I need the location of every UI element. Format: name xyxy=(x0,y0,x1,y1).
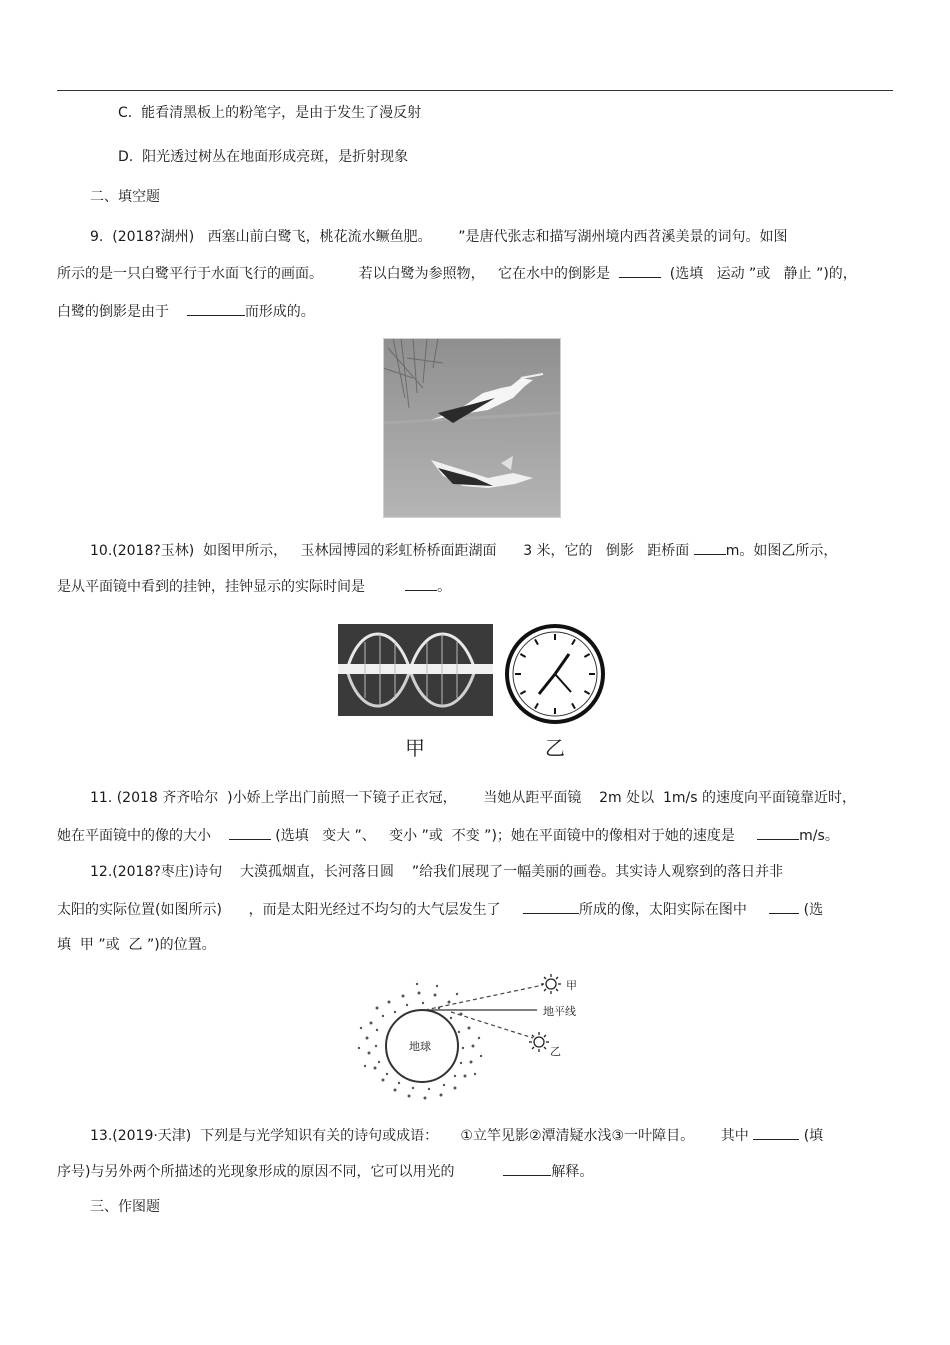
q10-text-a: 10.(2018?玉林) 如图甲所示， 玉林园博园的彩虹桥桥面距湖面 3 米，它的 倒影 距桥面 xyxy=(90,543,690,559)
q9-text-c: 白鹭的倒影是由于 xyxy=(57,304,169,320)
mirror-clock xyxy=(507,626,603,722)
figure-label-yi: 乙 xyxy=(545,736,565,760)
q13-text-d: 解释。 xyxy=(551,1164,594,1180)
q13-blank-2 xyxy=(503,1161,551,1176)
q11-blank-1 xyxy=(229,825,271,840)
q12-line1: 12.(2018?枣庄)诗句 大漠孤烟直，长河落日圆 ”给我们展现了一幅美丽的画卷。其实诗人观察到的落日并非 xyxy=(90,864,784,880)
egret-photo xyxy=(383,338,561,518)
header-rule xyxy=(57,90,893,91)
q13-text-c: 序号)与另外两个所描述的光现象形成的原因不同，它可以用光的 xyxy=(57,1164,455,1180)
q9-blank-2 xyxy=(187,301,245,316)
q11-text-c: m/s。 xyxy=(799,828,839,844)
q9-blank-1 xyxy=(619,263,661,278)
q12-text-a: 太阳的实际位置(如图所示) ，而是太阳光经过不均匀的大气层发生了 xyxy=(57,902,501,918)
atmosphere-refraction-figure xyxy=(347,968,600,1108)
q13-blank-1 xyxy=(753,1125,799,1140)
sun-yi-label: 乙 xyxy=(550,1045,561,1058)
q10-text-b: m。如图乙所示， xyxy=(725,543,838,559)
q11-text-b: (选填 变大 ”、 变小 ”或 不变 ”)；她在平面镜中的像相对于她的速度是 xyxy=(275,828,735,844)
q9-line1: 9. (2018?湖州) 西塞山前白鹭飞，桃花流水鳜鱼肥。 ”是唐代张志和描写湖州境内西苕溪美景的词句。如图 xyxy=(90,229,788,245)
q12-text-b: 所成的像，太阳实际在图中 xyxy=(578,902,747,918)
rainbow-bridge-photo xyxy=(338,624,493,716)
section-title-drawing: 三、作图题 xyxy=(90,1199,160,1215)
section-title-fill-blank: 二、填空题 xyxy=(90,189,160,205)
q12-blank-2 xyxy=(769,899,799,914)
q11-blank-2 xyxy=(757,825,799,840)
q11-text-a: 她在平面镜中的像的大小 xyxy=(57,828,211,844)
q10-text-d: 。 xyxy=(437,579,452,595)
earth-label: 地球 xyxy=(409,1040,431,1053)
option-c: C. 能看清黑板上的粉笔字，是由于发生了漫反射 xyxy=(118,105,422,121)
option-d: D. 阳光透过树丛在地面形成亮斑，是折射现象 xyxy=(118,149,409,165)
q10-blank-2 xyxy=(405,576,437,591)
figure-label-jia: 甲 xyxy=(405,736,425,760)
q13-line1 xyxy=(90,1125,823,1145)
q11-line1: 11. (2018 齐齐哈尔 )小娇上学出门前照一下镜子正衣冠， 当她从距平面镜 2m 处以 1m/s 的速度向平面镜靠近时， xyxy=(90,790,857,806)
horizon-label: 地平线 xyxy=(543,1005,576,1018)
q9-text-b: (选填 运动 ”或 静止 ”)的， xyxy=(669,266,857,282)
q12-line2 xyxy=(57,899,823,919)
q10-line2 xyxy=(57,576,451,596)
q9-text-a: 所示的是一只白鹭平行于水面飞行的画面。 若以白鹭为参照物， 它在水中的倒影是 xyxy=(57,266,610,282)
q11-line2 xyxy=(57,825,839,845)
q12-blank-1 xyxy=(523,899,579,914)
q10-blank-1 xyxy=(694,540,726,555)
bridge-and-clock-figure xyxy=(335,612,611,762)
q9-line2 xyxy=(57,263,857,283)
q9-text-d: 而形成的。 xyxy=(244,304,315,320)
q12-line3: 填 甲 ”或 乙 ”)的位置。 xyxy=(57,937,216,953)
sun-jia-label: 甲 xyxy=(566,979,577,992)
q9-line3 xyxy=(57,301,315,321)
q13-line2 xyxy=(57,1161,593,1181)
q13-text-b: (填 xyxy=(803,1128,824,1144)
q10-line1 xyxy=(90,540,837,560)
q12-text-c: (选 xyxy=(803,902,824,918)
q10-text-c: 是从平面镜中看到的挂钟，挂钟显示的实际时间是 xyxy=(57,579,365,595)
q13-text-a: 13.(2019·天津) 下列是与光学知识有关的诗句或成语： ①立竿见影②潭清疑水浅③一叶障目。 其中 xyxy=(90,1128,749,1144)
